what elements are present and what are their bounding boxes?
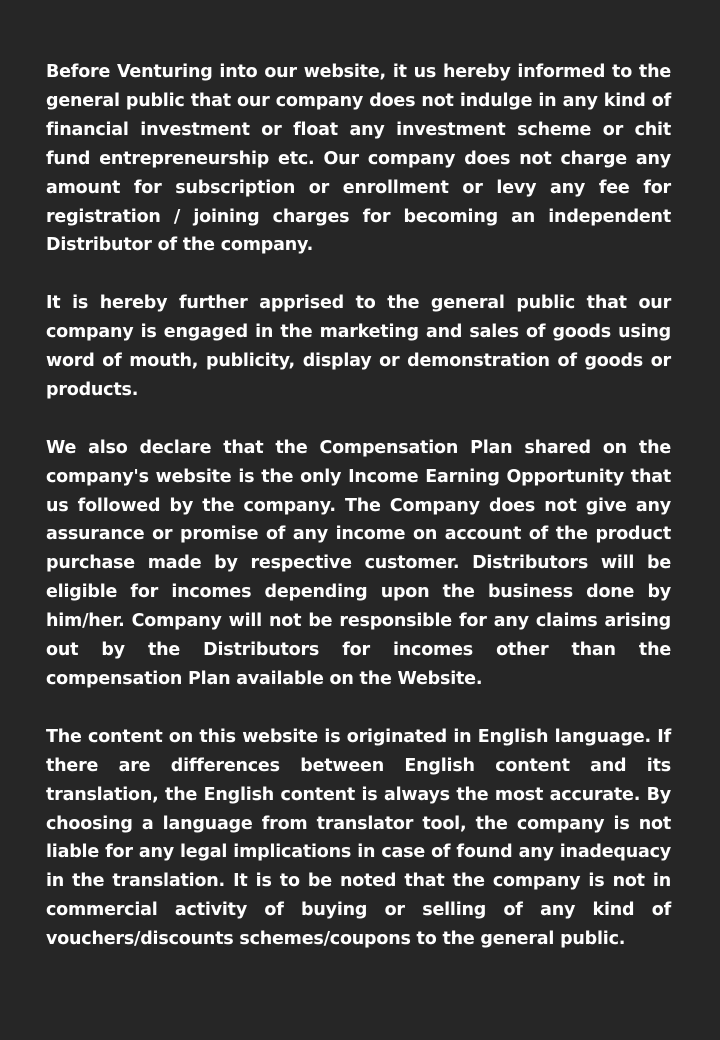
disclaimer-text bbox=[46, 58, 671, 954]
disclaimer-paragraph-translation: The content on this website is originated in English language. If there are differences between English content and its translation, the English content is always the most accurate. By choosing a language from translator tool, the company is not liable for any legal implications in case of found any inadequacy in the translation. It is to be noted that the company is not in commercial activity of buying or selling of any kind of vouchers/discounts schemes/coupons to the general public. bbox=[46, 726, 671, 950]
disclaimer-paragraph-compensation: We also declare that the Compensation Plan shared on the company's website is the only Income Earning Opportunity that us followed by the company. The Company does not give any assurance or promise of any income on account of the product purchase made by respective customer. Distributors will be eligible for incomes depending upon the business done by him/her. Company will not be responsible for any claims arising out by the Distributors for incomes other than the compensation Plan available on the Website. bbox=[46, 437, 671, 689]
disclaimer-paragraph-investment: Before Venturing into our website, it us hereby informed to the general public that our company does not indulge in any kind of financial investment or float any investment scheme or chit fund entrepreneurship etc. Our company does not charge any amount for subscription or enrollment or levy any fee for registration / joining charges for becoming an independent Distributor of the company. bbox=[46, 62, 671, 256]
disclaimer-paragraph-marketing: It is hereby further apprised to the general public that our company is engaged in the marketing and sales of goods using word of mouth, publicity, display or demonstration of goods or products. bbox=[46, 293, 671, 400]
